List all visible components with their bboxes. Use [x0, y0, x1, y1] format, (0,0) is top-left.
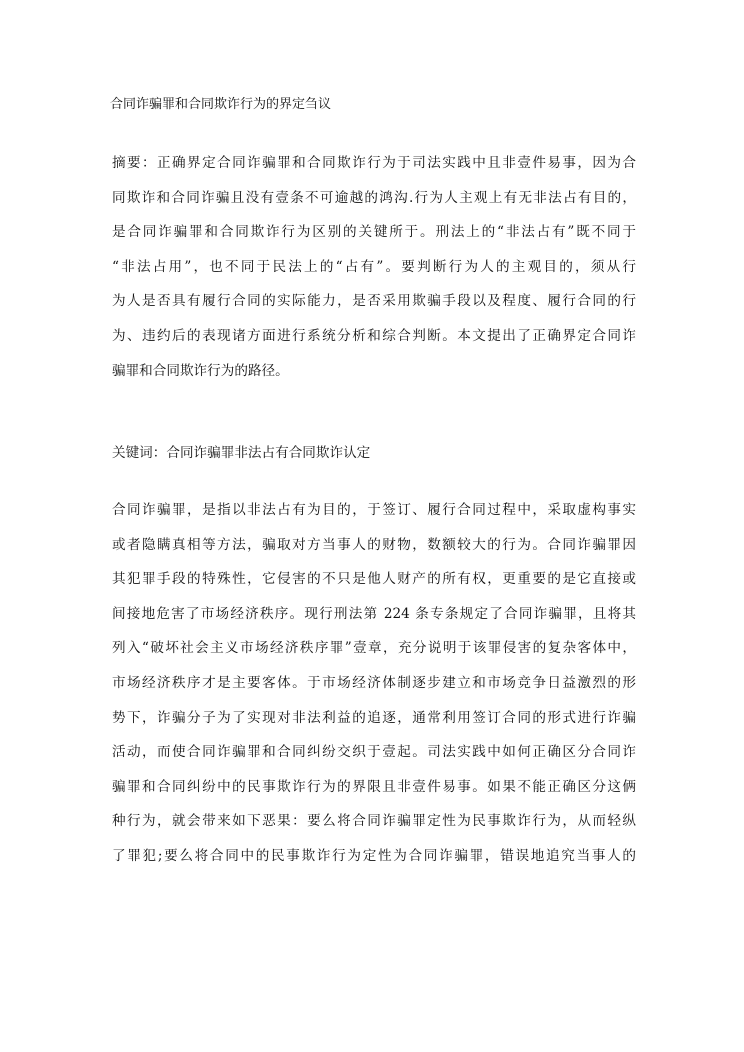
body-line: 市场经济秩序才是主要客体。于市场经济体制逐步建立和市场竞争日益激烈的形 — [112, 674, 636, 691]
body-line: 或者隐瞒真相等方法，骗取对方当事人的财物，数额较大的行为。合同诈骗罪因 — [112, 536, 636, 553]
body-line: 骗罪和合同纠纷中的民事欺诈行为的界限且非壹件易事。如果不能正确区分这俩 — [112, 778, 636, 795]
body-line: 合同诈骗罪，是指以非法占有为目的，于签订、履行合同过程中，采取虚构事实 — [112, 502, 636, 518]
abstract-line: 是合同诈骗罪和合同欺诈行为区别的关键所于。刑法上的“非法占有”既不同于 — [112, 224, 636, 241]
abstract-line: 为、违约后的表现诸方面进行系统分析和综合判断。本文提出了正确界定合同诈 — [112, 327, 636, 344]
body-line: 其犯罪手段的特殊性，它侵害的不只是他人财产的所有权，更重要的是它直接或 — [112, 571, 636, 588]
document-title: 合同诈骗罪和合同欺诈行为的界定刍议 — [110, 97, 332, 112]
abstract-line: “非法占用”，也不同于民法上的“占有”。要判断行为人的主观目的，须从行 — [112, 258, 636, 275]
body-line: 种行为，就会带来如下恶果：要么将合同诈骗罪定性为民事欺诈行为，从而轻纵 — [112, 813, 636, 830]
abstract-line: 摘要：正确界定合同诈骗罪和合同欺诈行为于司法实践中且非壹件易事，因为合 — [112, 155, 636, 171]
keywords-line: 关键词：合同诈骗罪非法占有合同欺诈认定 — [112, 445, 371, 461]
body-line: 势下，诈骗分子为了实现对非法利益的追逐，通常利用签订合同的形式进行诈骗 — [112, 709, 636, 726]
body-line: 了罪犯;要么将合同中的民事欺诈行为定性为合同诈骗罪，错误地追究当事人的 — [112, 847, 636, 864]
body-paragraph — [112, 493, 636, 874]
keywords-paragraph — [112, 436, 636, 471]
body-line: 列入“破坏社会主义市场经济秩序罪”壹章，充分说明于该罪侵害的复杂客体中， — [112, 640, 636, 657]
abstract-line: 为人是否具有履行合同的实际能力，是否采用欺骗手段以及程度、履行合同的行 — [112, 293, 636, 310]
abstract-line: 同欺诈和合同诈骗且没有壹条不可逾越的鸿沟.行为人主观上有无非法占有目的， — [112, 189, 636, 206]
abstract-line: 骗罪和合同欺诈行为的路径。 — [112, 362, 289, 379]
abstract-paragraph — [112, 146, 636, 388]
body-line: 活动，而使合同诈骗罪和合同纠纷交织于壹起。司法实践中如何正确区分合同诈 — [112, 744, 636, 761]
body-line: 间接地危害了市场经济秩序。现行刑法第 224 条专条规定了合同诈骗罪，且将其 — [112, 605, 636, 622]
